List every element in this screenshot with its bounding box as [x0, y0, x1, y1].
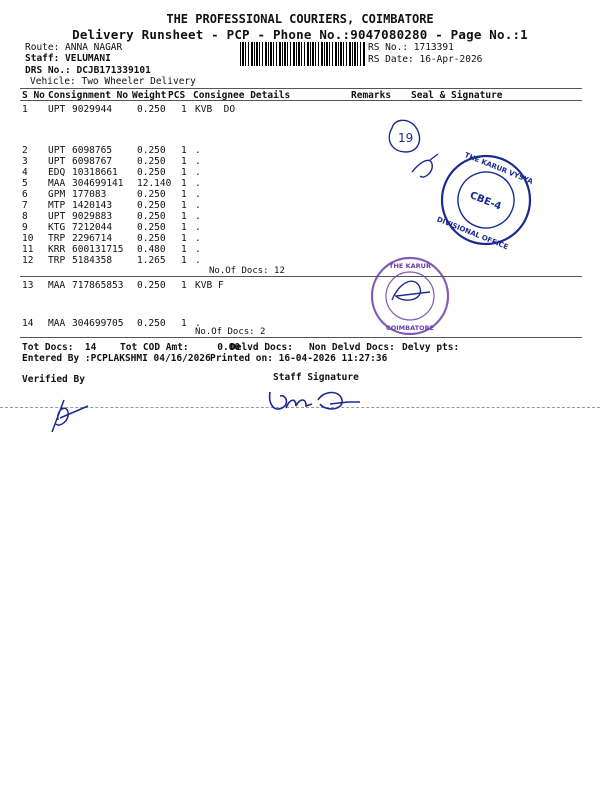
- cell-pcs: 1: [181, 178, 187, 189]
- cell-consignment-number: 304699141: [72, 178, 124, 189]
- cell-consignee: .: [195, 178, 201, 189]
- cell-sno: 13: [22, 280, 34, 291]
- bank-stamp-coimbatore: [372, 258, 448, 334]
- cell-consignment-number: 2296714: [72, 233, 113, 244]
- cell-pcs: 1: [181, 255, 187, 266]
- cell-sno: 7: [22, 200, 28, 211]
- col-pcs: PCS: [168, 90, 186, 101]
- cell-consignee: .: [195, 189, 201, 200]
- cell-prefix: TRP: [48, 255, 66, 266]
- cell-sno: 8: [22, 211, 28, 222]
- cell-consignment-number: 6098767: [72, 156, 113, 167]
- col-remarks: Remarks: [351, 90, 392, 101]
- verifier-signature: [52, 400, 88, 432]
- cell-sno: 1: [22, 104, 28, 115]
- cell-consignment-number: 5184358: [72, 255, 113, 266]
- cell-sno: 11: [22, 244, 34, 255]
- cell-sno: 9: [22, 222, 28, 233]
- cell-weight: 0.250: [137, 167, 166, 178]
- cell-weight: 0.250: [137, 222, 166, 233]
- cell-consignee: .: [195, 244, 201, 255]
- cell-weight: 0.250: [137, 145, 166, 156]
- staff: Staff: VELUMANI: [25, 53, 111, 64]
- cell-prefix: UPT: [48, 211, 66, 222]
- cell-prefix: MTP: [48, 200, 66, 211]
- cell-sno: 14: [22, 318, 34, 329]
- cell-consignee: .: [195, 222, 201, 233]
- cell-consignee: .: [195, 233, 201, 244]
- svg-text:19: 19: [398, 131, 414, 145]
- entered-by: Entered By :PCPLAKSHMI 04/16/2026: [22, 353, 211, 364]
- cell-sno: 10: [22, 233, 34, 244]
- tot-cod-amount: Tot COD Amt: 0.00: [120, 342, 241, 353]
- col-sno: S No: [22, 90, 45, 101]
- svg-text:COIMBATORE: COIMBATORE: [385, 324, 435, 332]
- col-seal: Seal & Signature: [411, 90, 503, 101]
- printed-on: Printed on: 16-04-2026 11:27:36: [210, 353, 388, 364]
- non-delivered-docs: Non Delvd Docs:: [309, 342, 395, 353]
- cell-weight: 0.250: [137, 189, 166, 200]
- route: Route: ANNA NAGAR: [25, 42, 123, 53]
- drs-number: DRS No.: DCJB171339101: [25, 65, 151, 76]
- cell-pcs: 1: [181, 167, 187, 178]
- cell-prefix: EDQ: [48, 167, 66, 178]
- cell-weight: 1.265: [137, 255, 166, 266]
- cell-pcs: 1: [181, 233, 187, 244]
- cell-consignee: .: [195, 145, 201, 156]
- vehicle: Vehicle: Two Wheeler Delivery: [30, 76, 196, 87]
- cell-consignee: .: [195, 156, 201, 167]
- cell-consignment-number: 177083: [72, 189, 107, 200]
- cell-prefix: MAA: [48, 178, 66, 189]
- cell-weight: 0.250: [137, 318, 166, 329]
- cell-pcs: 1: [181, 104, 187, 115]
- cell-prefix: UPT: [48, 145, 66, 156]
- cell-consignment-number: 600131715: [72, 244, 124, 255]
- cell-pcs: 1: [181, 200, 187, 211]
- runsheet-subtitle: Delivery Runsheet - PCP - Phone No.:9047080280 - Page No.:1: [72, 27, 528, 42]
- svg-text:THE KARUR: THE KARUR: [389, 262, 431, 270]
- cell-prefix: MAA: [48, 318, 66, 329]
- svg-text:THE KARUR VYSYA: THE KARUR VYSYA: [463, 151, 535, 186]
- cell-weight: 0.250: [137, 280, 166, 291]
- cell-prefix: GPM: [48, 189, 66, 200]
- col-weight: Weight: [132, 90, 167, 101]
- cell-prefix: UPT: [48, 156, 66, 167]
- delivered-docs: Delvd Docs:: [230, 342, 293, 353]
- cell-consignment-number: 7212044: [72, 222, 113, 233]
- cell-consignee: .: [195, 167, 201, 178]
- cell-pcs: 1: [181, 318, 187, 329]
- cell-prefix: TRP: [48, 233, 66, 244]
- col-consignment: Consignment No: [48, 90, 129, 101]
- svg-text:CBE-4: CBE-4: [468, 190, 503, 213]
- cell-weight: 0.250: [137, 233, 166, 244]
- cell-weight: 0.250: [137, 104, 166, 115]
- circle-mark: [389, 120, 419, 152]
- staff-signature-label: Staff Signature: [273, 372, 359, 383]
- cell-consignee: KVB F: [195, 280, 224, 291]
- delivery-points: Delvy pts:: [402, 342, 460, 353]
- rs-number: RS No.: 1713391: [368, 42, 454, 53]
- cell-sno: 6: [22, 189, 28, 200]
- bank-stamp-divisional-office: [429, 143, 544, 258]
- cell-weight: 0.250: [137, 156, 166, 167]
- svg-text:DIVISIONAL OFFICE: DIVISIONAL OFFICE: [435, 215, 510, 252]
- cell-pcs: 1: [181, 280, 187, 291]
- cell-consignee: .: [195, 255, 201, 266]
- cell-weight: 0.250: [137, 211, 166, 222]
- company-title: THE PROFESSIONAL COURIERS, COIMBATORE: [166, 12, 434, 26]
- cell-prefix: KRR: [48, 244, 66, 255]
- cell-pcs: 1: [181, 222, 187, 233]
- cell-weight: 12.140: [137, 178, 172, 189]
- cell-pcs: 1: [181, 145, 187, 156]
- seal-signature-scribble: [412, 154, 438, 177]
- cell-pcs: 1: [181, 211, 187, 222]
- cell-sno: 3: [22, 156, 28, 167]
- cell-pcs: 1: [181, 189, 187, 200]
- cell-pcs: 1: [181, 156, 187, 167]
- cell-consignment-number: 1420143: [72, 200, 113, 211]
- cell-consignee: .: [195, 200, 201, 211]
- verified-by-label: Verified By: [22, 374, 85, 385]
- cell-consignee: .: [195, 318, 201, 329]
- cell-consignee: KVB DO: [195, 104, 236, 115]
- cell-prefix: KTG: [48, 222, 66, 233]
- cell-sno: 2: [22, 145, 28, 156]
- cell-sno: 4: [22, 167, 28, 178]
- cell-consignment-number: 9029944: [72, 104, 113, 115]
- cell-sno: 5: [22, 178, 28, 189]
- cell-consignee: .: [195, 211, 201, 222]
- group1-doc-count: No.Of Docs: 12: [209, 266, 285, 276]
- col-consignee: Consignee Details: [193, 90, 291, 101]
- cell-sno: 12: [22, 255, 34, 266]
- cell-consignment-number: 9029883: [72, 211, 113, 222]
- rs-date: RS Date: 16-Apr-2026: [368, 54, 483, 65]
- cell-weight: 0.250: [137, 200, 166, 211]
- cell-consignment-number: 304699705: [72, 318, 124, 329]
- cell-prefix: UPT: [48, 104, 66, 115]
- cell-prefix: MAA: [48, 280, 66, 291]
- group2-doc-count: No.Of Docs: 2: [195, 327, 266, 337]
- cell-weight: 0.480: [137, 244, 166, 255]
- staff-signature: [270, 392, 360, 409]
- cell-consignment-number: 717865853: [72, 280, 124, 291]
- cell-consignment-number: 10318661: [72, 167, 118, 178]
- tot-docs: Tot Docs: 14: [22, 342, 97, 353]
- cell-pcs: 1: [181, 244, 187, 255]
- cell-consignment-number: 6098765: [72, 145, 113, 156]
